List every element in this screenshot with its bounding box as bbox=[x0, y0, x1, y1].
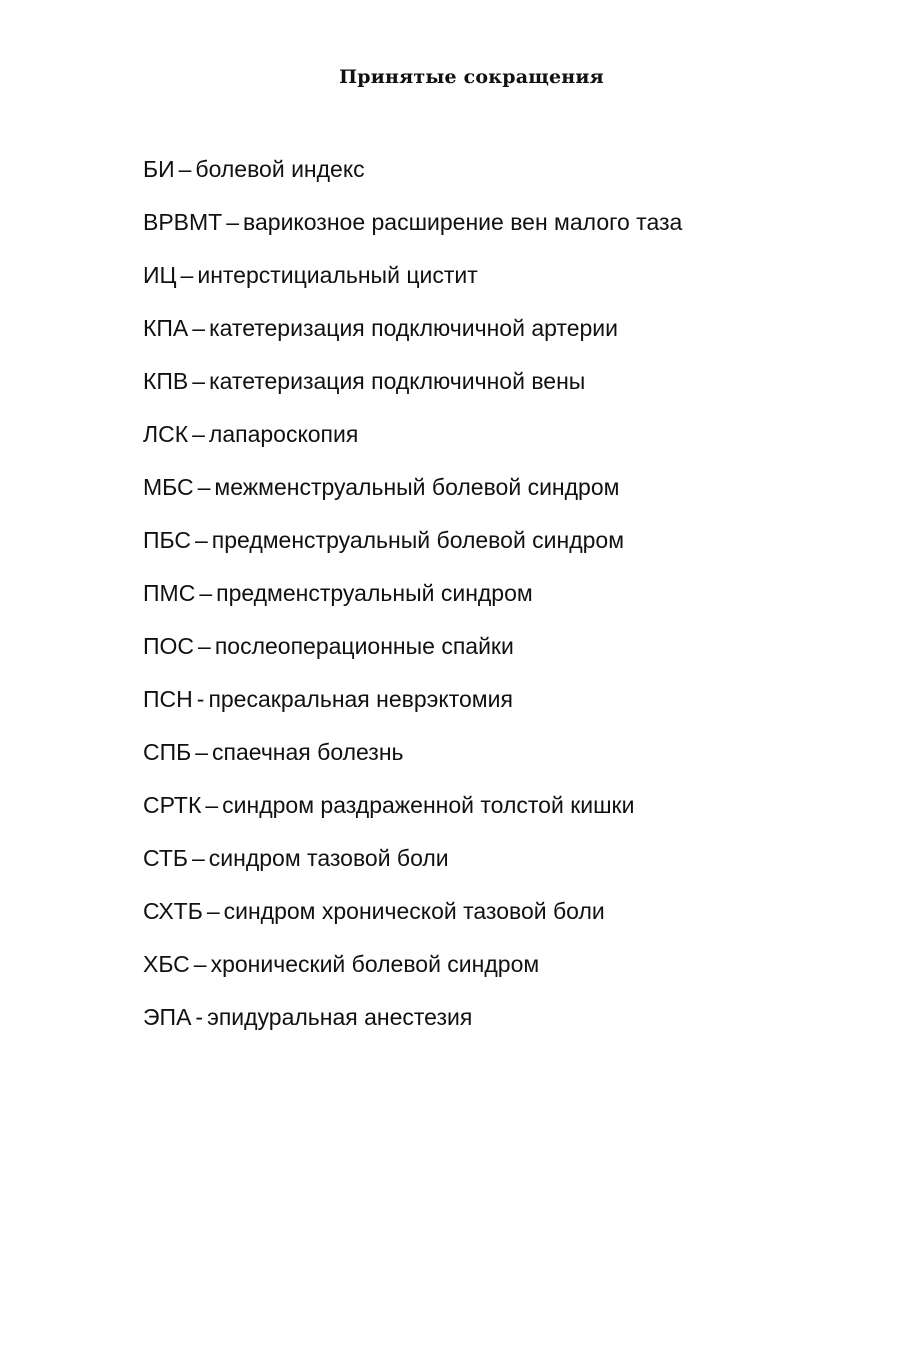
list-item bbox=[143, 739, 863, 791]
abbreviation: ПБС bbox=[143, 527, 191, 553]
definition: катетеризация подключичной артерии bbox=[209, 315, 618, 341]
definition: лапароскопия bbox=[208, 421, 359, 447]
definition: предменструальный синдром bbox=[216, 580, 533, 606]
definition: послеоперационные спайки bbox=[214, 633, 514, 659]
list-item bbox=[143, 1004, 863, 1056]
separator: - bbox=[195, 1004, 204, 1030]
list-item bbox=[143, 421, 863, 473]
separator: – bbox=[192, 845, 205, 871]
abbreviation: ХБС bbox=[143, 951, 190, 977]
definition: пресакральная неврэктомия bbox=[208, 686, 513, 712]
abbreviation: ПМС bbox=[143, 580, 196, 606]
separator: – bbox=[206, 898, 220, 924]
separator: - bbox=[196, 686, 205, 712]
page-title: Принятые сокращения bbox=[339, 66, 604, 88]
separator: – bbox=[195, 739, 209, 765]
list-item bbox=[143, 474, 863, 526]
abbreviation: ЛСК bbox=[143, 421, 189, 447]
definition: интерстициальный цистит bbox=[197, 262, 478, 288]
list-item bbox=[143, 209, 863, 261]
list-item bbox=[143, 262, 863, 314]
abbreviation: МБС bbox=[143, 474, 194, 500]
separator: – bbox=[205, 792, 219, 818]
separator: – bbox=[194, 527, 208, 553]
definition: синдром раздраженной толстой кишки bbox=[222, 792, 635, 818]
separator: – bbox=[192, 315, 206, 341]
separator: – bbox=[199, 580, 213, 606]
list-item bbox=[143, 633, 863, 685]
list-item bbox=[143, 156, 863, 208]
list-item bbox=[143, 792, 863, 844]
list-item bbox=[143, 951, 863, 1003]
abbreviation: СТБ bbox=[143, 845, 188, 871]
abbreviation: ИЦ bbox=[143, 262, 177, 288]
list-item bbox=[143, 580, 863, 632]
abbreviation: СХТБ bbox=[143, 898, 203, 924]
separator: – bbox=[192, 421, 205, 447]
definition: катетеризация подключичной вены bbox=[209, 368, 586, 394]
separator: – bbox=[192, 368, 206, 394]
definition: спаечная болезнь bbox=[212, 739, 404, 765]
abbreviation-list bbox=[143, 156, 863, 1057]
separator: – bbox=[180, 262, 194, 288]
abbreviation: СПБ bbox=[143, 739, 192, 765]
separator: – bbox=[178, 156, 192, 182]
abbreviation: ПОС bbox=[143, 633, 195, 659]
abbreviation: КПВ bbox=[143, 368, 189, 394]
definition: предменструальный болевой синдром bbox=[211, 527, 625, 553]
separator: – bbox=[197, 474, 211, 500]
definition: синдром тазовой боли bbox=[208, 845, 449, 871]
abbreviation: ПСН bbox=[143, 686, 193, 712]
list-item bbox=[143, 527, 863, 579]
list-item bbox=[143, 845, 863, 897]
separator: – bbox=[226, 209, 240, 235]
definition: варикозное расширение вен малого таза bbox=[243, 209, 683, 235]
abbreviation: КПА bbox=[143, 315, 189, 341]
separator: – bbox=[193, 951, 207, 977]
list-item bbox=[143, 686, 863, 738]
list-item bbox=[143, 315, 863, 367]
abbreviation: ЭПА bbox=[143, 1004, 192, 1030]
abbreviation: БИ bbox=[143, 156, 175, 182]
definition: хронический болевой синдром bbox=[210, 951, 540, 977]
definition: болевой индекс bbox=[195, 156, 365, 182]
separator: – bbox=[198, 633, 211, 659]
definition: эпидуральная анестезия bbox=[207, 1004, 473, 1030]
list-item bbox=[143, 898, 863, 950]
abbreviation: ВРВМТ bbox=[143, 209, 223, 235]
abbreviation: СРТК bbox=[143, 792, 202, 818]
list-item bbox=[143, 368, 863, 420]
definition: межменструальный болевой синдром bbox=[214, 474, 620, 500]
definition: синдром хронической тазовой боли bbox=[223, 898, 605, 924]
